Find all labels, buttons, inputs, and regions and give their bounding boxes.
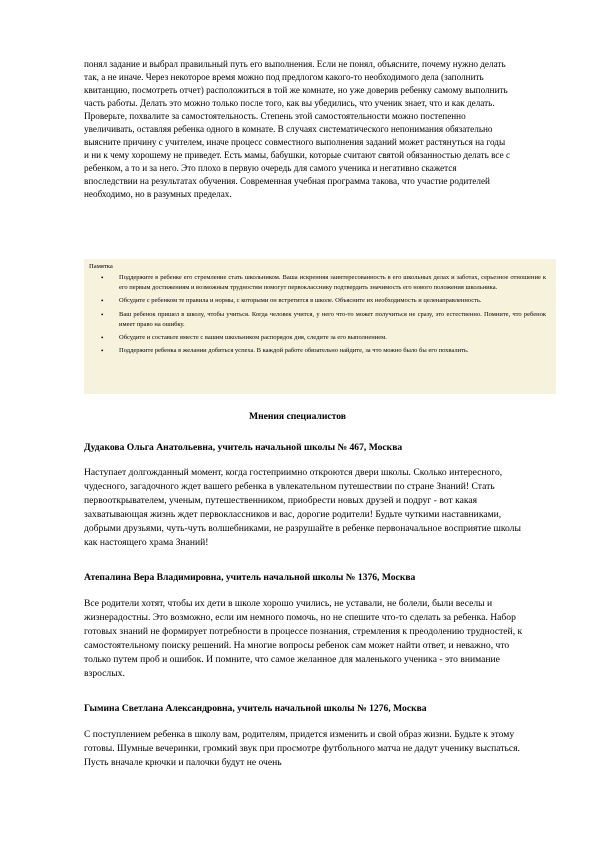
expert-text: Наступает долгожданный момент, когда гостеприимно откроются двери школы. Сколько интересного, чудесного, загадочного ждет вашего ребенка в увлекательном путешествии по стране Знаний! Стать первооткрывателем, ученым, путешественником, приобрести новых друзей и подруг - вот какая захватывающая жизнь ждет первоклассников и вас, дорогие родители! Будьте чуткими наставниками, добрыми друзьями, чуть-чуть волшебниками, не разрушайте в ребенке первоначальное восприятие школы как настоящего храма Знаний! [84,467,521,548]
memo-item [89,310,546,330]
memo-item-text: Обсудите и составьте вместе с вашим школьником распорядок дня, следите за его выполнением. [119,334,387,342]
memo-item [89,346,546,356]
opinions-heading: Мнения специалистов [249,411,346,422]
memo-item-text: Поддержите в ребенке его стремление стать школьником. Ваша искренняя заинтересованность в его школьных делах и заботах, серьезное отношение к его первым достижениям и возможным трудностям помогут первокласснику подтвердить значимость его нового положения школьника. [119,274,546,292]
bullet-icon: • [101,334,104,343]
bullet-icon: • [101,297,104,306]
memo-box [84,259,556,394]
memo-item [89,333,546,343]
memo-item-text: Поддержите ребенка в желании добиться успеха. В каждой работе обязательно найдите, за что можно было бы его похвалить. [119,347,469,355]
bullet-icon: • [101,347,104,356]
expert-text: Все родители хотят, чтобы их дети в школе хорошо учились, не уставали, не болели, были веселы и жизнерадостны. Это возможно, если им немного помочь, но не спешите что-то сделать за ребенка. Набор готовых знаний не формирует потребности в процессе познания, стремления к преодолению трудностей, к самостоятельному поиску решений. На многие вопросы ребенок сам может найти ответ, и неважно, что только путем проб и ошибок. И помните, что самое желанное для маленького ученика - это внимание взрослых. [84,598,523,679]
expert-name: Атепалина Вера Владимировна, учитель начальной школы № 1376, Москва [84,572,416,583]
memo-item-text: Ваш ребенок пришел в школу, чтобы учиться. Когда человек учится, у него что-то может получиться не сразу, это естественно. Помните, что ребенок имеет право на ошибку. [119,310,546,328]
intro-paragraph: понял задание и выбрал правильный путь его выполнения. Если не понял, объясните, почему нужно делать так, а не иначе. Через некоторое время можно под предлогом какого-то необходимого дела (заполнить квитанцию, посмотреть отчет) расположиться в той же комнате, но уже доверив ребенку самому выполнить часть работы. Делать это можно только после того, как вы убедились, что ученик знает, что и как делать. Проверьте, похвалите за самостоятельность. Степень этой самостоятельности можно постепенно увеличивать, оставляя ребенка одного в комнате. В случаях систематического непонимания обязательно выясните причину с учителем, иначе процесс совместного выполнения заданий может растянуться на годы и ни к чему хорошему не приведет. Есть мамы, бабушки, которые считают святой обязанностью делать все с ребенком, а то и за него. Это плохо в первую очередь для самого ученика и негативно скажется впоследствии на результатах обучения. Современная учебная программа такова, что участие родителей необходимо, но в разумных пределах. [84,59,511,200]
bullet-icon: • [101,274,104,282]
memo-item-text: Обсудите с ребенком те правила и нормы, с которыми он встретится в школе. Объясните их необходимость и целенаправленность. [119,297,482,305]
intro-section [84,58,511,202]
expert-name: Гымина Светлана Александровна, учитель начальной школы № 1276, Москва [84,703,427,714]
memo-item [89,296,546,306]
expert-name: Дудакова Ольга Анатольевна, учитель начальной школы № 467, Москва [84,442,403,453]
bullet-icon: • [101,310,104,319]
memo-item [89,273,546,293]
memo-title: Памятка [89,263,113,270]
expert-text: С поступлением ребенка в школу вам, родителям, придется изменить и свой образ жизни. Будьте к этому готовы. Шумные вечеринки, громкий звук при просмотре футбольного матча не дадут ученику выспаться. Пусть вначале крючки и палочки будут не очень [84,729,520,768]
memo-list [89,273,546,356]
